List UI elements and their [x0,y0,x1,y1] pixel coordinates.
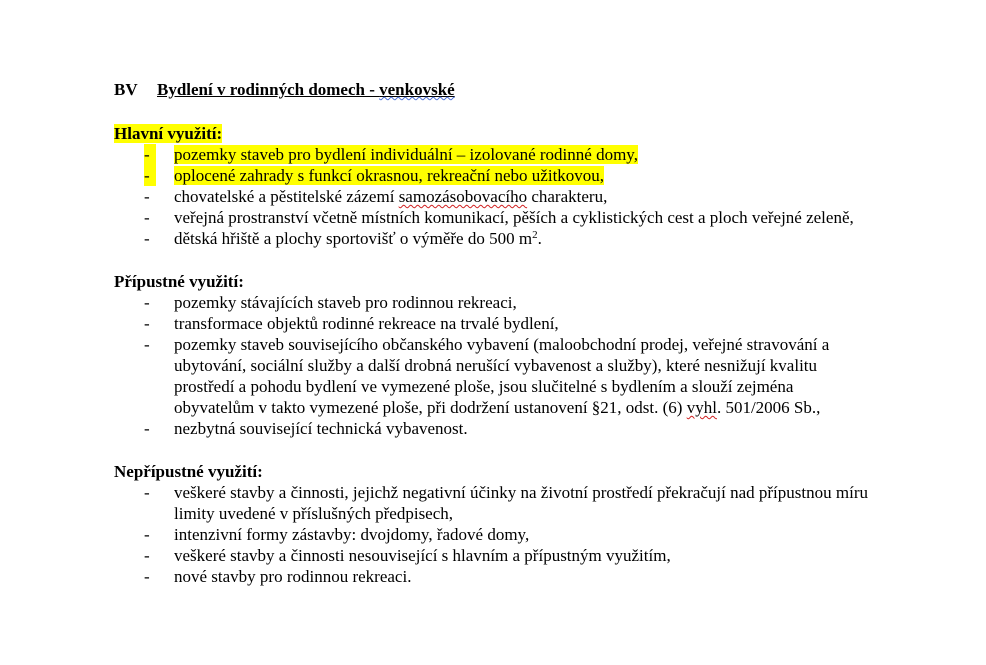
list-item-text-tail: . 501/2006 Sb., [716,398,821,417]
list-item-text: nové stavby pro rodinnou rekreaci. [174,567,412,586]
section-list [114,144,874,249]
zone-code: BV [114,80,138,99]
bullet-dash: - [144,187,150,206]
zone-title-tail: venkovské [379,80,455,99]
list-item [114,418,874,439]
list-item [114,313,874,334]
list-item [114,165,874,186]
list-item-text: oplocené zahrady s funkcí okrasnou, rekreační nebo užitkovou, [174,166,605,185]
section-prohibited-use [114,461,874,587]
bullet-dash: - [144,546,150,565]
bullet-dash: - [144,208,150,227]
section-permitted-use [114,271,874,439]
section-heading: Přípustné využití: [114,272,244,291]
section-main-use [114,123,874,249]
list-item [114,144,874,165]
bullet-dash: - [144,483,150,502]
list-item-text: intenzivní formy zástavby: dvojdomy, řadové domy, [174,525,530,544]
bullet-dash: - [144,165,156,186]
zone-title-main: Bydlení v rodinných domech - [157,80,380,99]
list-item-text: pozemky staveb pro bydlení individuální – izolované rodinné domy, [174,145,638,164]
list-item-text: pozemky stávajících staveb pro rodinnou rekreaci, [174,293,517,312]
bullet-dash: - [144,419,150,438]
list-item [114,566,874,587]
bullet-dash: - [144,293,150,312]
section-list [114,292,874,439]
section-heading-text: Hlavní využití: [114,124,223,143]
spellcheck-word: vyhl [686,398,717,417]
list-item-text: chovatelské a pěstitelské zázemí [174,187,399,206]
list-item [114,334,874,418]
list-item [114,482,874,524]
bullet-dash: - [144,229,150,248]
zone-heading [114,79,874,101]
section-heading [114,123,874,144]
list-item-text-tail: charakteru, [527,187,608,206]
superscript: 2 [532,229,538,241]
spellcheck-word: samozásobovacího [398,187,528,206]
list-item [114,524,874,545]
section-heading: Nepřípustné využití: [114,462,263,481]
section-list [114,482,874,587]
bullet-dash: - [144,567,150,586]
bullet-dash: - [144,335,150,354]
list-item [114,186,874,207]
bullet-dash: - [144,144,156,165]
list-item-text: pozemky staveb souvisejícího občanského vybavení (maloobchodní prodej, veřejné stravování a ubytování, sociální služby a další drobná nerušící vybavenost a služby), které nesnižují kvalitu prostředí a pohodu bydlení ve vymezené ploše, jsou slučitelné s bydlením a slouží zejména obyvatelům v takto vymezené ploše, při dodržení ustanovení §21, odst. (6) [174,335,830,417]
list-item-text: veřejná prostranství včetně místních komunikací, pěších a cyklistických cest a ploch veřejné zeleně, [174,208,854,227]
list-item [114,545,874,566]
list-item-text: nezbytná související technická vybavenost. [174,419,468,438]
bullet-dash: - [144,314,150,333]
list-item-text: veškeré stavby a činnosti nesouvisející s hlavním a přípustným využitím, [174,546,671,565]
list-item-text: transformace objektů rodinné rekreace na trvalé bydlení, [174,314,559,333]
document-body [114,79,874,587]
list-item-text: dětská hřiště a plochy sportovišť o výměře do 500 m [174,229,533,248]
list-item [114,207,874,228]
list-item [114,292,874,313]
zone-title [157,80,455,99]
list-item-text: veškeré stavby a činnosti, jejichž negativní účinky na životní prostředí překračují nad přípustnou míru limity uvedené v příslušných předpisech, [174,483,868,523]
list-item-text-tail: . [537,229,542,248]
bullet-dash: - [144,525,150,544]
list-item [114,228,874,249]
